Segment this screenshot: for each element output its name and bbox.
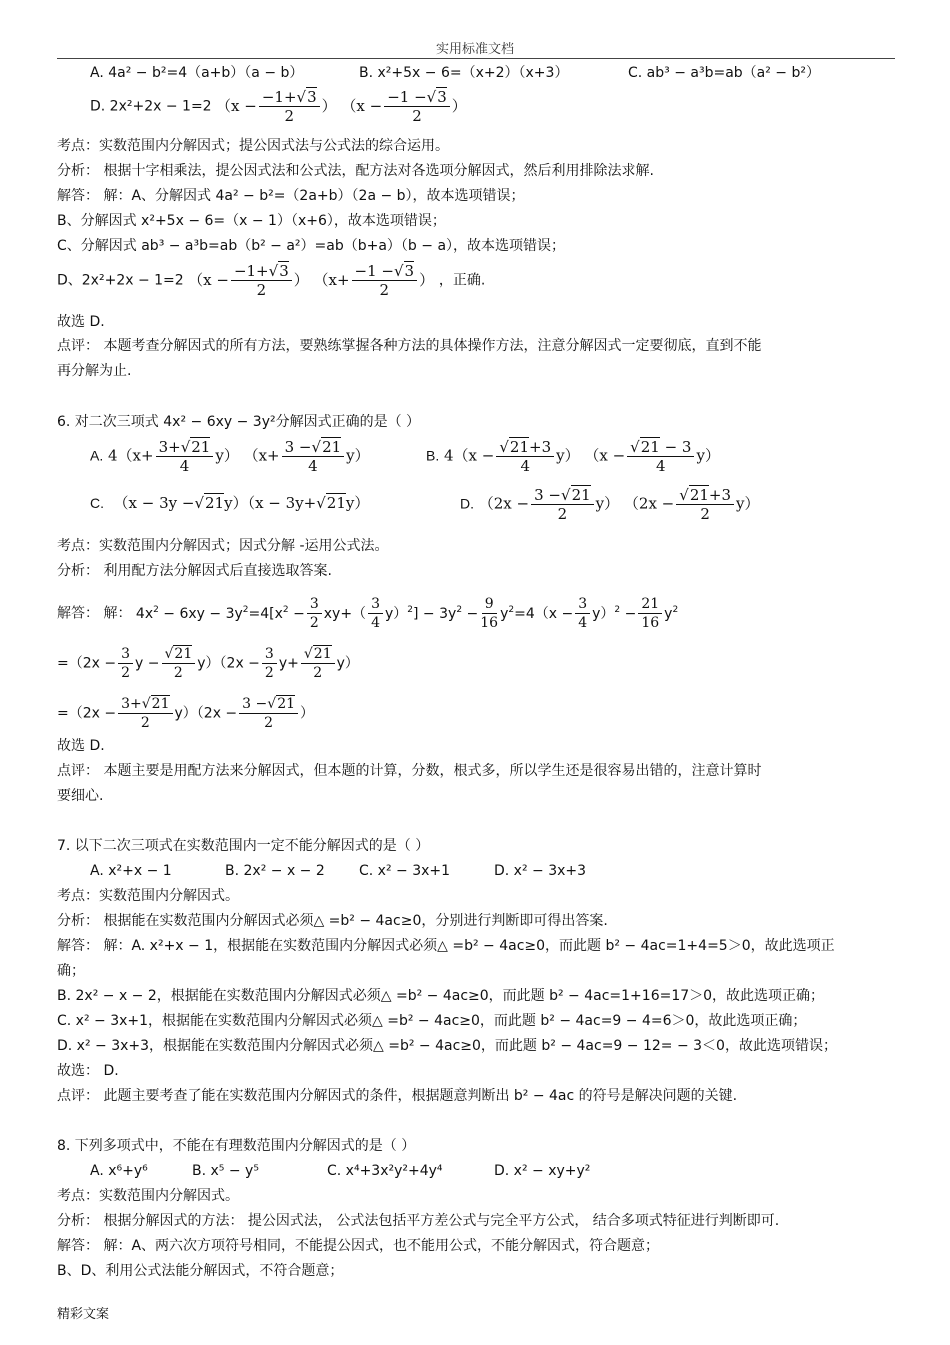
q5-jieda-d-formula: （x − $\frac{-1+√3}{2}$ ） （x+ $\frac{-1 -√3}{2}$ ）	[188, 262, 439, 299]
q6-jieda-line-2: =（2x − $\frac{3}{2}$ y − $\frac{√21}{2}$ y）（2x − $\frac{3}{2}$ y+ $\frac{√21}{2}$ y）	[57, 646, 359, 681]
q7-jieda-c: C. x² − 3x+1，根据能在实数范围内分解因式必须△ =b² − 4ac≥0，而此题 b² − 4ac=9 − 4=6＞0，故此选项正确；	[57, 1013, 807, 1029]
q5-jieda-d	[57, 262, 485, 299]
q6-jieda-line-1	[57, 595, 678, 632]
q8-option-a: A. x⁶+y⁶	[90, 1163, 148, 1179]
q8-option-b: B. x⁵ − y⁵	[192, 1163, 259, 1179]
q5-jieda-d-prefix: D、2x²+2x − 1=2	[57, 272, 184, 289]
q7-jieda-b: B. 2x² − x − 2，根据能在实数范围内分解因式必须△ =b² − 4ac≥0，而此题 b² − 4ac=1+16=17＞0，故此选项正确；	[57, 988, 825, 1004]
q8-option-c: C. x⁴+3x²y²+4y⁴	[327, 1163, 443, 1179]
page-header: 实用标准文档	[435, 42, 514, 57]
q5-fenxi: 分析： 根据十字相乘法，提公因式法和公式法，配方法对各选项分解因式，然后利用排除法求解.	[57, 163, 654, 179]
q6-option-a: A. 4（x+ $\frac{3+√21}{4}$ y） （x+ $\frac{3 -√21}{4}$ y）	[90, 438, 370, 475]
q8-jieda-b: B、D、利用公式法能分解因式，不符合题意；	[57, 1263, 344, 1279]
q8-kaodian: 考点：实数范围内分解因式。	[57, 1188, 239, 1204]
q5-jieda-d-suffix: ，正确.	[438, 272, 486, 289]
header-rule	[57, 58, 895, 59]
q5-option-a: A. 4a² − b²=4（a+b）（a − b）	[90, 65, 304, 81]
q5-option-d	[90, 88, 467, 125]
q6-option-c: C. （x − 3y −√21y）（x − 3y+√21y）	[90, 494, 370, 512]
q5-option-b: B. x²+5x − 6=（x+2）（x+3）	[359, 65, 569, 81]
q7-fenxi: 分析： 根据能在实数范围内分解因式必须△ =b² − 4ac≥0，分别进行判断即可得出答案.	[57, 913, 608, 929]
q7-option-c: C. x² − 3x+1	[359, 863, 451, 879]
q5-answer: 故选 D.	[57, 314, 105, 330]
q5-jieda-c: C、分解因式 ab³ − a³b=ab（b² − a²）=ab（b+a）（b − a），故本选项错误；	[57, 238, 566, 254]
q5-option-d-formula: （x − $\frac{-1+√3}{2}$ ） （x − $\frac{-1 -√3}{2}$ ）	[216, 88, 467, 125]
q5-jieda-a: 解答： 解：A、分解因式 4a² − b²=（2a+b）（2a − b），故本选项错误；	[57, 188, 525, 204]
q7-jieda-a: 解答： 解：A. x²+x − 1，根据能在实数范围内分解因式必须△ =b² − 4ac≥0，而此题 b² − 4ac=1+4=5＞0，故此选项正	[57, 938, 835, 954]
q6-answer: 故选 D.	[57, 738, 105, 754]
q7-option-d: D. x² − 3x+3	[494, 863, 587, 879]
q6-kaodian: 考点：实数范围内分解因式；因式分解 -运用公式法。	[57, 538, 389, 554]
q6-option-b: B. 4（x − $\frac{√21+3}{4}$ y） （x − $\frac{√21 - 3}{4}$ y）	[426, 438, 720, 475]
q7-kaodian: 考点：实数范围内分解因式。	[57, 888, 239, 904]
q5-kaodian: 考点：实数范围内分解因式；提公因式法与公式法的综合运用。	[57, 138, 449, 154]
q5-comment-2: 再分解为止.	[57, 363, 132, 379]
q7-option-b: B. 2x² − x − 2	[225, 863, 325, 879]
q6-comment-1: 点评： 本题主要是用配方法来分解因式，但本题的计算，分数，根式多，所以学生还是很容易出错的，注意计算时	[57, 763, 762, 779]
q6-jieda-line-3: =（2x − $\frac{3+√21}{2}$ y）（2x − $\frac{3 -√21}{2}$ ）	[57, 696, 315, 731]
q7-question: 7. 以下二次三项式在实数范围内一定不能分解因式的是（ ）	[57, 838, 430, 854]
q7-answer: 故选： D.	[57, 1063, 119, 1079]
q8-fenxi: 分析： 根据分解因式的方法： 提公因式法， 公式法包括平方差公式与完全平方公式， 结合多项式特征进行判断即可.	[57, 1213, 780, 1229]
q6-comment-2: 要细心.	[57, 788, 104, 804]
q8-question: 8. 下列多项式中，不能在有理数范围内分解因式的是（ ）	[57, 1138, 416, 1154]
q5-option-c: C. ab³ − a³b=ab（a² − b²）	[628, 65, 820, 81]
q7-jieda-d: D. x² − 3x+3，根据能在实数范围内分解因式必须△ =b² − 4ac≥0，而此题 b² − 4ac=9 − 12= − 3＜0，故此选项错误；	[57, 1038, 837, 1054]
q5-jieda-b: B、分解因式 x²+5x − 6=（x − 1）（x+6），故本选项错误；	[57, 213, 446, 229]
page-footer: 精彩文案	[57, 1307, 110, 1322]
q6-option-d: D. （2x − $\frac{3 -√21}{2}$ y） （2x − $\frac{√21+3}{2}$ y）	[460, 486, 760, 523]
q7-jieda-a-cont: 确；	[57, 963, 85, 979]
q6-jieda-expr-1: $4x^2 - 6xy - 3y^2=4[x^2$ − $\frac{3}{2}$ xy+（ $\frac{3}{4}$ $y)^2] - 3y^2$ − $\frac{9}{16}$ $y^2=4(x$ − $\frac{3}{4}$ y）$^2$ − $\frac{21}{16}$ $y^2$	[135, 596, 679, 631]
q6-jieda-label: 解答： 解：	[57, 605, 132, 622]
q5-comment-1: 点评： 本题考查分解因式的所有方法，要熟练掌握各种方法的具体操作方法，注意分解因式一定要彻底，直到不能	[57, 338, 762, 354]
q8-jieda-a: 解答： 解：A、两六次方项符号相同，不能提公因式，也不能用公式，不能分解因式，符合题意；	[57, 1238, 660, 1254]
q7-option-a: A. x²+x − 1	[90, 863, 172, 879]
q7-comment: 点评： 此题主要考查了能在实数范围内分解因式的条件，根据题意判断出 b² − 4ac 的符号是解决问题的关键.	[57, 1088, 738, 1104]
q6-question: 6. 对二次三项式 4x² − 6xy − 3y²分解因式正确的是（ ）	[57, 414, 421, 430]
q8-option-d: D. x² − xy+y²	[494, 1163, 591, 1179]
q5-option-d-prefix: D. 2x²+2x − 1=2	[90, 98, 212, 115]
q6-fenxi: 分析： 利用配方法分解因式后直接选取答案.	[57, 563, 332, 579]
